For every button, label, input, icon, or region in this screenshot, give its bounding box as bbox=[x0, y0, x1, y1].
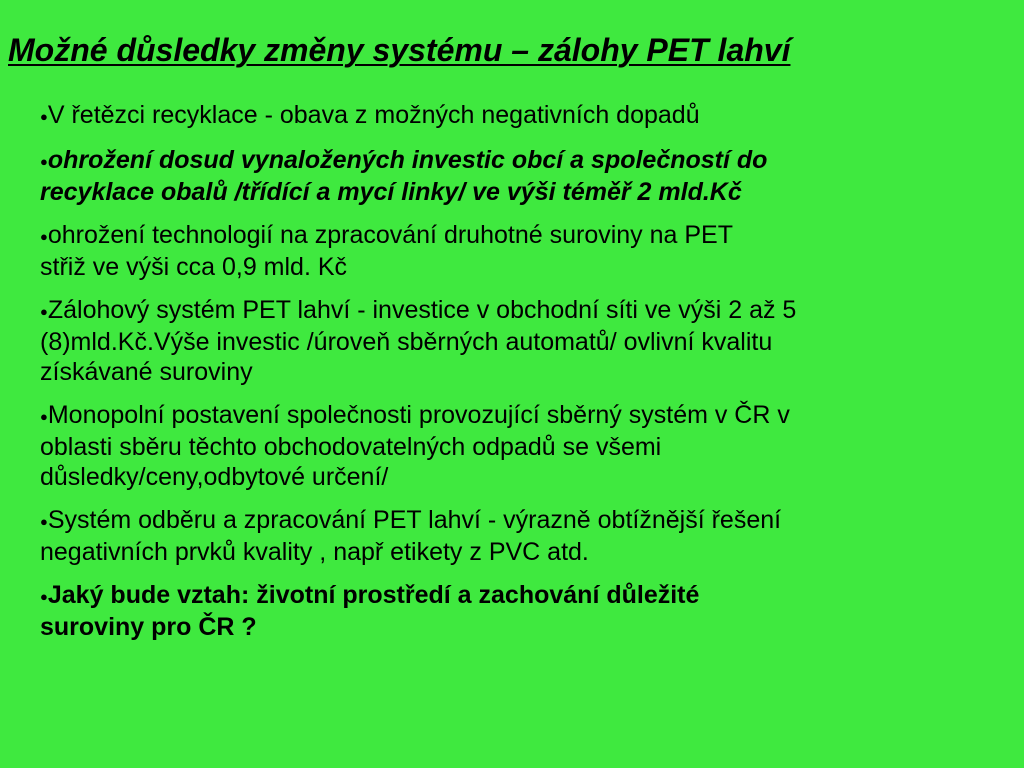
bullet-dot-icon: ● bbox=[40, 229, 48, 244]
bullet-list bbox=[40, 100, 1000, 655]
bullet-text: ohrožení dosud vynaložených investic obcí a společností do recyklace obalů /třídící a mycí linky/ ve výši téměř 2 mld.Kč bbox=[40, 146, 768, 206]
bullet-item bbox=[40, 580, 1000, 642]
slide-title: Možné důsledky změny systému – zálohy PET lahví bbox=[8, 32, 791, 68]
bullet-item bbox=[40, 145, 1000, 207]
bullet-item bbox=[40, 220, 1000, 282]
bullet-item bbox=[40, 295, 1000, 387]
bullet-dot-icon: ● bbox=[40, 154, 48, 169]
bullet-item bbox=[40, 400, 1000, 492]
bullet-text: Zálohový systém PET lahví - investice v obchodní síti ve výši 2 až 5 (8)mld.Kč.Výše investic /úroveň sběrných automatů/ ovlivní kvalitu získávané suroviny bbox=[40, 296, 797, 386]
bullet-dot-icon: ● bbox=[40, 409, 48, 424]
bullet-text: ohrožení technologií na zpracování druhotné suroviny na PET střiž ve výši cca 0,9 mld. Kč bbox=[40, 221, 734, 281]
bullet-text: V řetězci recyklace - obava z možných negativních dopadů bbox=[47, 101, 700, 129]
bullet-text: Jaký bude vztah: životní prostředí a zachování důležité suroviny pro ČR ? bbox=[40, 581, 700, 641]
bullet-dot-icon: ● bbox=[40, 514, 48, 529]
bullet-dot-icon: ● bbox=[40, 304, 48, 319]
bullet-item bbox=[40, 505, 1000, 567]
bullet-dot-icon: ● bbox=[40, 589, 48, 604]
bullet-dot-icon: ● bbox=[40, 109, 48, 124]
bullet-item bbox=[40, 100, 1000, 132]
bullet-text: Monopolní postavení společnosti provozující sběrný systém v ČR v oblasti sběru těchto obchodovatelných odpadů se všemi důsledky/ceny,odbytové určení/ bbox=[40, 401, 790, 491]
bullet-text: Systém odběru a zpracování PET lahví - výrazně obtížnější řešení negativních prvků kvality , např etikety z PVC atd. bbox=[40, 506, 782, 566]
